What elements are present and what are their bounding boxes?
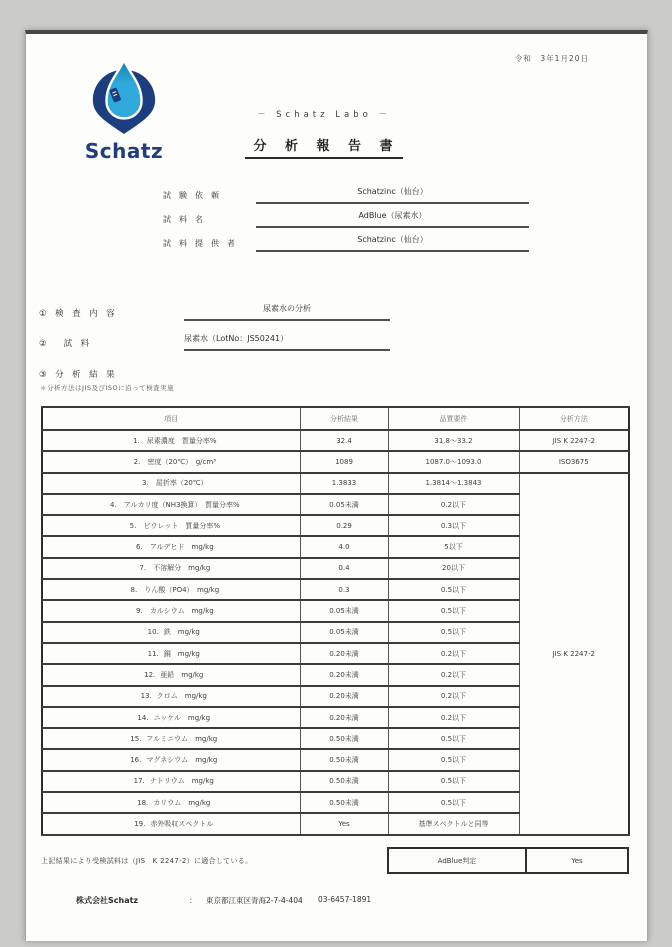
cell-item: 14. ニッケル mg/kg	[42, 707, 300, 728]
cell-result: 1.3833	[300, 473, 388, 494]
cell-requirement: 0.2以下	[388, 664, 519, 685]
section-inspection-label: ① 検 査 内 容	[39, 309, 115, 319]
method-note: ＊分析方法はJIS及びISOに沿って検査実施	[40, 384, 175, 392]
cell-result: 0.05未満	[300, 600, 388, 621]
cell-item: 6. アルデヒド mg/kg	[42, 536, 300, 557]
cell-item: 9. カルシウム mg/kg	[42, 600, 300, 621]
cell-result: 4.0	[300, 536, 388, 557]
cell-method: ISO3675	[519, 451, 629, 472]
cell-requirement: 基準スペクトルと同等	[388, 813, 519, 834]
cell-method: JIS K 2247-2	[519, 430, 629, 451]
cell-result: 0.50未満	[300, 792, 388, 813]
sample-info-row	[26, 210, 647, 232]
header-requirement: 品質要件	[388, 407, 519, 430]
cell-method: JIS K 2247-2	[519, 473, 629, 835]
section-results-label: ③ 分 析 結 果	[39, 370, 115, 380]
results-table	[41, 406, 630, 836]
report-date: 令和 3年1月20日	[514, 54, 589, 63]
company-address: 東京都江東区青海2-7-4-404	[206, 896, 303, 905]
company-separator: ：	[189, 896, 197, 905]
cell-item: 4. アルカリ度（NH3換算） 質量分率%	[42, 494, 300, 515]
cell-item: 18. カリウム mg/kg	[42, 792, 300, 813]
cell-item: 17. ナトリウム mg/kg	[42, 771, 300, 792]
cell-requirement: 0.5以下	[388, 600, 519, 621]
cell-requirement: 5以下	[388, 536, 519, 557]
judgment-value-cell: Yes	[571, 856, 583, 865]
cell-result: 0.05未満	[300, 622, 388, 643]
water-drop-pin-icon	[87, 58, 161, 134]
company-phone: 03-6457-1891	[318, 895, 372, 904]
cell-item: 1. 尿素濃度 質量分率%	[42, 430, 300, 451]
conformity-statement: 上記結果により受検試料は（JIS K 2247-2）に適合している。	[41, 857, 253, 865]
labo-subtitle: － Schatz Labo －	[256, 110, 392, 120]
cell-requirement: 0.5以下	[388, 579, 519, 600]
cell-requirement: 0.2以下	[388, 686, 519, 707]
sample-info-label: 試 料 名	[163, 215, 203, 224]
table-row	[42, 451, 629, 472]
table-header-row	[42, 407, 629, 430]
header-result: 分析結果	[300, 407, 388, 430]
report-page	[25, 30, 648, 941]
cell-result: Yes	[300, 813, 388, 834]
cell-item: 8. りん酸（PO4） mg/kg	[42, 579, 300, 600]
cell-result: 0.05未満	[300, 494, 388, 515]
section-inspection-value: 尿素水の分析	[184, 303, 390, 321]
cell-item: 13. クロム mg/kg	[42, 686, 300, 707]
sample-info-label: 試 験 依 頼	[163, 191, 219, 200]
cell-item: 15. アルミニウム mg/kg	[42, 728, 300, 749]
cell-result: 0.20未満	[300, 643, 388, 664]
section-sample-value: 尿素水（LotNo：JS50241）	[184, 333, 390, 351]
section-sample-label: ② 試 料	[39, 339, 90, 349]
cell-requirement: 1.3814～1.3843	[388, 473, 519, 494]
cell-result: 0.20未満	[300, 686, 388, 707]
company-line	[26, 895, 647, 909]
cell-requirement: 1087.0～1093.0	[388, 451, 519, 472]
cell-result: 0.50未満	[300, 728, 388, 749]
cell-requirement: 0.5以下	[388, 792, 519, 813]
judgment-label-cell: AdBlue判定	[389, 849, 527, 872]
sample-info-value: Schatzinc（仙台）	[256, 234, 529, 252]
cell-item: 16. マグネシウム mg/kg	[42, 749, 300, 770]
cell-requirement: 0.2以下	[388, 643, 519, 664]
cell-item: 5. ビウレット 質量分率%	[42, 515, 300, 536]
header-item: 項目	[42, 407, 300, 430]
cell-requirement: 31.8～33.2	[388, 430, 519, 451]
report-header	[234, 108, 414, 159]
cell-item: 3. 屈折率（20℃）	[42, 473, 300, 494]
report-title: 分 析 報 告 書	[245, 135, 402, 159]
cell-item: 7. 不溶解分 mg/kg	[42, 558, 300, 579]
sample-info-row	[26, 234, 647, 256]
cell-requirement: 0.2以下	[388, 494, 519, 515]
cell-requirement: 0.5以下	[388, 771, 519, 792]
cell-requirement: 0.5以下	[388, 749, 519, 770]
cell-result: 0.3	[300, 579, 388, 600]
cell-item: 10. 鉄 mg/kg	[42, 622, 300, 643]
cell-result: 32.4	[300, 430, 388, 451]
cell-result: 0.29	[300, 515, 388, 536]
cell-result: 1089	[300, 451, 388, 472]
company-logo	[79, 58, 169, 163]
cell-result: 0.4	[300, 558, 388, 579]
cell-result: 0.20未満	[300, 664, 388, 685]
sample-info-value: AdBlue（尿素水）	[256, 210, 529, 228]
cell-requirement: 0.3以下	[388, 515, 519, 536]
table-row	[42, 473, 629, 494]
table-row	[42, 430, 629, 451]
cell-requirement: 0.5以下	[388, 622, 519, 643]
judgment-table	[387, 847, 629, 874]
company-name: 株式会社Schatz	[76, 896, 139, 905]
sample-info-value: Schatzinc（仙台）	[256, 186, 529, 204]
cell-requirement: 0.5以下	[388, 728, 519, 749]
header-method: 分析方法	[519, 407, 629, 430]
cell-result: 0.50未満	[300, 749, 388, 770]
logo-wordmark: Schatz	[84, 139, 164, 163]
sample-info-row	[26, 186, 647, 208]
cell-item: 2. 密度（20℃） g/cm³	[42, 451, 300, 472]
cell-item: 12. 亜鉛 mg/kg	[42, 664, 300, 685]
cell-item: 19. 赤外吸収スペクトル	[42, 813, 300, 834]
cell-requirement: 0.2以下	[388, 707, 519, 728]
sample-info-label: 試 料 提 供 者	[163, 239, 235, 248]
cell-result: 0.20未満	[300, 707, 388, 728]
cell-result: 0.50未満	[300, 771, 388, 792]
cell-requirement: 20以下	[388, 558, 519, 579]
cell-item: 11. 銅 mg/kg	[42, 643, 300, 664]
